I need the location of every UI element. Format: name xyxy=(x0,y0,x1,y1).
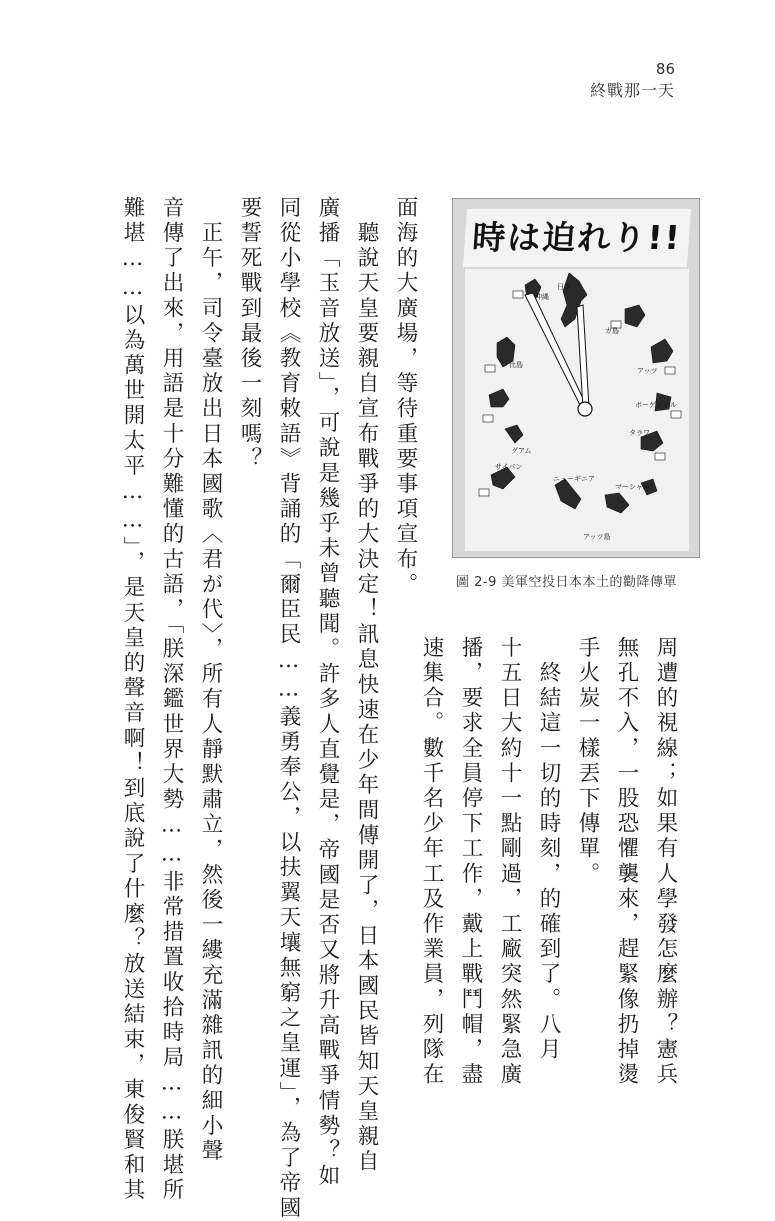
text-column: 面海的大廣場，等待重要事項宣布。 xyxy=(393,196,418,598)
map-label-okinawa: 沖縄 xyxy=(535,293,549,301)
map-label-marshall: マーシャル xyxy=(615,483,650,491)
map-label-tarawa: タラワ xyxy=(629,429,650,437)
text-column: 速集合。數千名少年工及作業員，列隊在 xyxy=(419,636,444,1088)
clock-map-illustration xyxy=(465,269,689,551)
figure-caption: 圖 2-9 美軍空投日本本土的勸降傳單 xyxy=(456,575,677,590)
text-column: 周遭的視線；如果有人學發怎麼辦？憲兵 xyxy=(653,636,678,1088)
poster-title: 時は迫れり!! xyxy=(463,209,691,267)
map-label-attu: アッツ xyxy=(637,367,658,375)
text-column: 終結這一切的時刻，的確到了。八月 xyxy=(536,636,561,1063)
text-column: 手火炭一樣丟下傳單。 xyxy=(575,636,600,887)
page-header xyxy=(590,58,675,102)
text-column: 同從小學校《教育敕語》背誦的「爾臣民……義勇奉公，以扶翼天壤無窮之皇運」，為了帝國 xyxy=(276,196,301,1221)
text-column: 聽說天皇要親自宣布戰爭的大決定！訊息快速在少年間傳開了，日本國民皆知天皇親自 xyxy=(354,196,379,1175)
leaflet-figure xyxy=(452,198,700,558)
text-column: 播，要求全員停下工作，戴上戰鬥帽，盡 xyxy=(458,636,483,1088)
text-column: 難堪……以為萬世開太平……」，是天皇的聲音啊！到底說了什麼？放送結束，東俊賢和其 xyxy=(120,196,145,1204)
text-column: 正午，司令臺放出日本國歌〈君が代〉，所有人靜默肅立，然後一縷充滿雜訊的細小聲 xyxy=(198,196,223,1165)
map-label-bougainville: ボーゲンビル xyxy=(635,401,677,409)
map-label-attu-island: アッツ島 xyxy=(583,533,611,541)
page-number: 86 xyxy=(655,60,675,78)
map-label-guadalcanal: ガ島 xyxy=(605,327,619,335)
text-column: 音傳了出來，用語是十分難懂的古語，「朕深鑑世界大勢……非常措置收拾時局……朕堪所 xyxy=(159,196,184,1204)
map-label-new-guinea: ニューギニア xyxy=(553,475,595,483)
map-label-guam: グアム xyxy=(511,447,532,455)
chapter-title: 終戰那一天 xyxy=(589,81,675,100)
text-column: 要誓死戰到最後一刻嗎？ xyxy=(237,196,262,473)
map-label-philippines: 比島 xyxy=(509,361,523,369)
text-column: 十五日大約十一點剛過，工廠突然緊急廣 xyxy=(497,636,522,1088)
map-label-japan: 日本 xyxy=(557,283,571,291)
text-column: 無孔不入，一股恐懼襲來，趕緊像扔掉燙 xyxy=(614,636,639,1088)
text-column: 廣播「玉音放送」，可說是幾乎未曾聽聞。許多人直覺是，帝國是否又將升高戰爭情勢？如 xyxy=(315,196,340,1190)
map-label-saipan: サイパン xyxy=(495,463,523,471)
